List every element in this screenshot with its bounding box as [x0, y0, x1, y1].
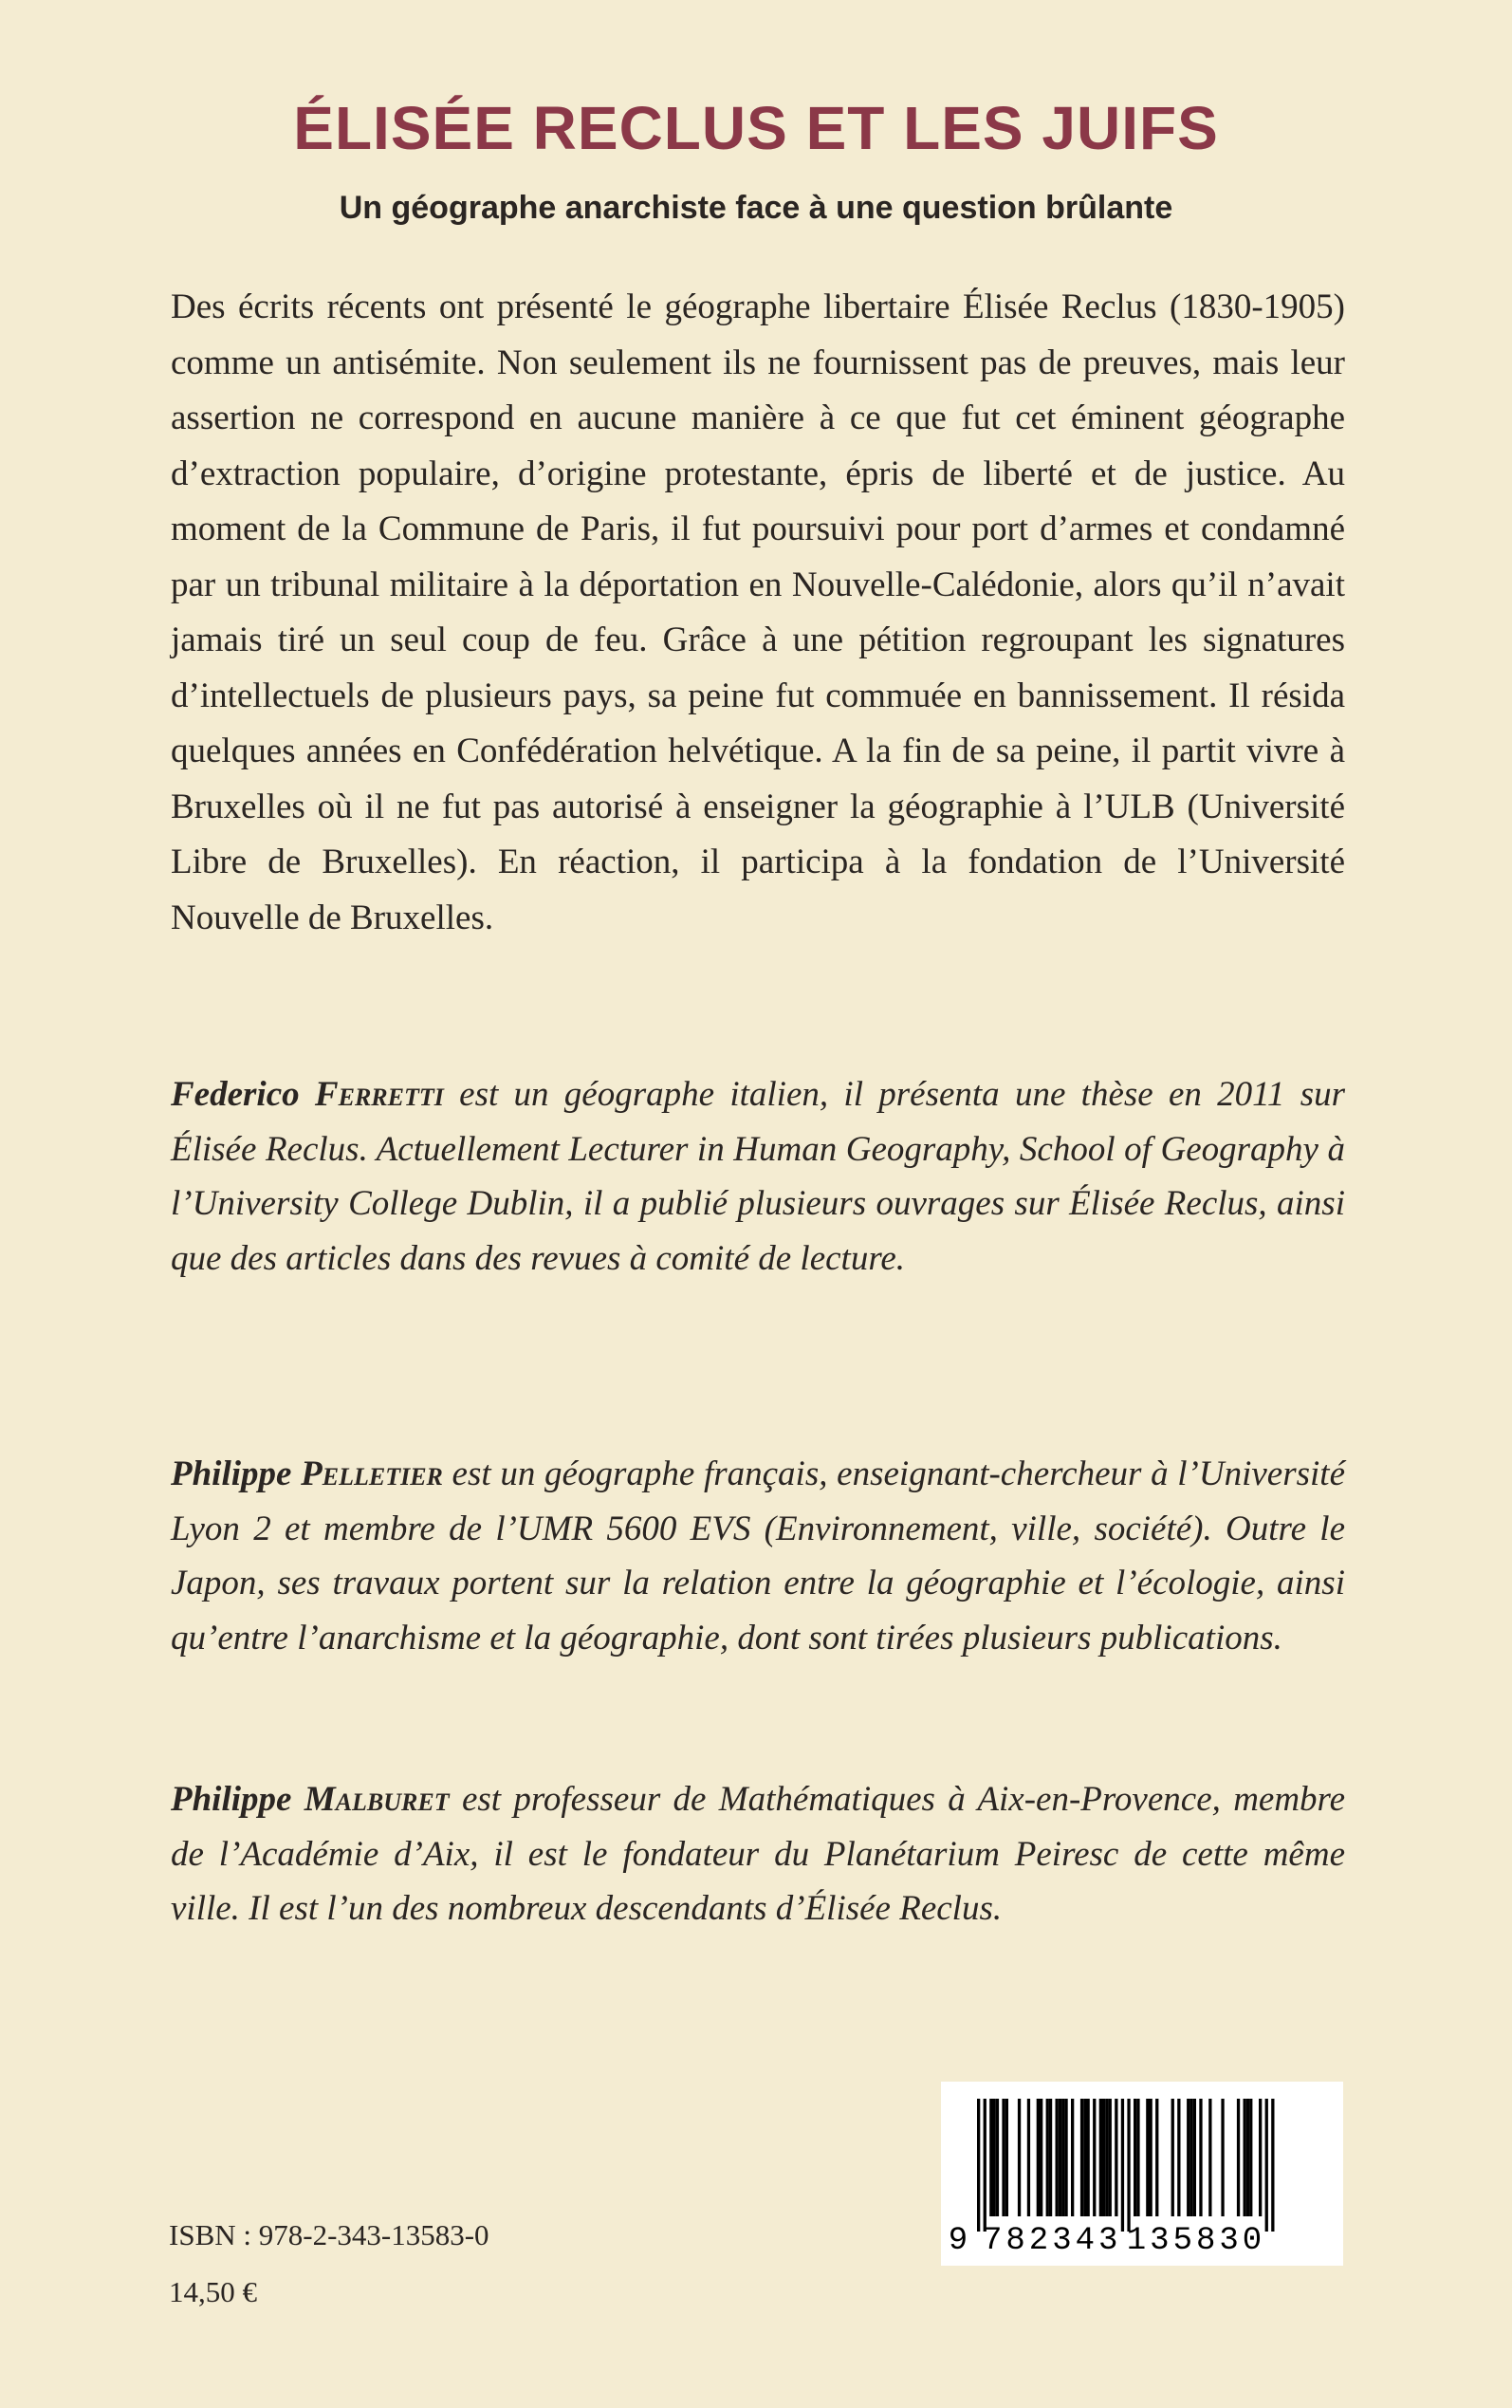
barcode-bar [1171, 2099, 1174, 2216]
barcode-bar [993, 2099, 996, 2216]
barcode-bar [1177, 2099, 1180, 2216]
barcode-bar [1087, 2099, 1090, 2216]
barcode-digits: 782343 [982, 2223, 1122, 2259]
barcode-bar [1040, 2099, 1042, 2216]
barcode-bar [1193, 2099, 1196, 2216]
barcode-bar [1080, 2099, 1083, 2216]
barcode-bar [989, 2099, 992, 2216]
barcode-bar [1002, 2099, 1005, 2216]
author-last-name: Pelletier [301, 1454, 443, 1493]
barcode-bar [1105, 2099, 1108, 2216]
barcode-bar [1136, 2099, 1139, 2216]
isbn-label: ISBN : 978-2-343-13583-0 [169, 2218, 489, 2251]
barcode-bar [1037, 2099, 1040, 2216]
barcode-bar [1244, 2099, 1246, 2216]
barcode-bar [1146, 2099, 1149, 2216]
barcode-bar [1259, 2099, 1262, 2216]
barcode [941, 2082, 1343, 2266]
book-title: ÉLISÉE RECLUS ET LES JUIFS [293, 94, 1219, 162]
barcode-bar [1005, 2099, 1008, 2216]
barcode-bar [1061, 2099, 1064, 2216]
author-last-name: Ferretti [314, 1075, 444, 1114]
barcode-bar [1109, 2099, 1112, 2216]
barcode-bar [1064, 2099, 1067, 2216]
author-bio-pelletier [171, 1447, 1345, 1665]
barcode-bar [984, 2099, 986, 2232]
barcode-bar [1071, 2099, 1074, 2216]
book-subtitle: Un géographe anarchiste face à une question brûlante [339, 190, 1173, 226]
barcode-digits: 135830 [1126, 2223, 1266, 2259]
summary-paragraph: Des écrits récents ont présenté le géographe libertaire Élisée Reclus (1830-1905) comme un antisémite. Non seulement ils ne fournissent pas de preuves, mais leur assertion ne correspond en aucune manière à ce que fut cet éminent géographe d’extraction populaire, d’origine protestante, épris de liberté et de justice. Au moment de la Commune de Paris, il fut poursuivi pour port d’armes et condamné par un tribunal militaire à la déportation en Nouvelle-Calédonie, alors qu’il n’avait jamais tiré un seul coup de feu. Grâce à une pétition regroupant les signatures d’intellectuels de plusieurs pays, sa peine fut commuée en bannissement. Il résida quelques années en Confédération helvétique. A la fin de sa peine, il partit vivre à Bruxelles où il ne fut pas autorisé à enseigner la géographie à l’ULB (Université Libre de Bruxelles). En réaction, il participa à la fondation de l’Université Nouvelle de Bruxelles. [171, 287, 1345, 937]
author-first-name: Philippe [171, 1780, 292, 1819]
barcode-bar [1115, 2099, 1117, 2216]
barcode-bar [1099, 2099, 1102, 2216]
barcode-bar [1271, 2099, 1274, 2232]
barcode-bar [1246, 2099, 1249, 2216]
barcode-bar [1018, 2099, 1021, 2216]
barcode-bar [1102, 2099, 1105, 2216]
barcode-bar [1027, 2099, 1030, 2216]
barcode-bar [1221, 2099, 1224, 2216]
barcode-bar [1134, 2099, 1136, 2216]
author-bio-text: est un géographe italien, il présenta une thèse en 2011 sur Élisée Reclus. Actuellement Lecturer in Human Geography, School of Geography à l’University College Dublin, il a publié plusieurs ouvrages sur Élisée Reclus, ainsi que des articles dans des revues à comité de lecture. [171, 1075, 1346, 1278]
author-bio-malburet [171, 1772, 1345, 1936]
author-last-name: Malburet [304, 1780, 450, 1819]
barcode-bar [1187, 2099, 1189, 2216]
price-label: 14,50 € [169, 2275, 257, 2308]
author-bio-ferretti [171, 1067, 1345, 1286]
barcode-bar [1093, 2099, 1096, 2216]
barcode-icon [941, 2082, 1343, 2266]
barcode-digits: 9 [948, 2223, 972, 2259]
author-first-name: Philippe [171, 1454, 292, 1493]
barcode-bar [996, 2099, 999, 2216]
barcode-bar [1083, 2099, 1086, 2216]
barcode-bar [1056, 2099, 1059, 2216]
barcode-bar [1155, 2099, 1158, 2216]
barcode-bar [977, 2099, 980, 2232]
barcode-bar [1237, 2099, 1240, 2216]
barcode-bar [1249, 2099, 1252, 2216]
barcode-bar [1046, 2099, 1049, 2216]
barcode-bar [1189, 2099, 1192, 2216]
barcode-bar [1127, 2099, 1130, 2232]
barcode-bar [1208, 2099, 1211, 2216]
barcode-bar [1265, 2099, 1268, 2232]
author-bio-text: est un géographe français, enseignant-chercheur à l’Université Lyon 2 et membre de l’UMR 5600 EVS (Environnement, ville, société). Outre le Japon, ses travaux portent sur la relation entre la géographie et l’écologie, ainsi qu’entre l’anarchisme et la géographie, dont sont tirées plusieurs publications. [171, 1454, 1345, 1658]
barcode-bar [1150, 2099, 1152, 2216]
barcode-bar [1049, 2099, 1052, 2216]
author-bio-text: est professeur de Mathématiques à Aix-en-Provence, membre de l’Académie d’Aix, il est le fondateur du Planétarium Peiresc de cette même ville. Il est l’un des nombreux descendants d’Élisée Reclus. [171, 1780, 1346, 1928]
barcode-bar [1199, 2099, 1202, 2216]
author-first-name: Federico [171, 1075, 300, 1114]
barcode-bar [1059, 2099, 1061, 2216]
barcode-bar [1121, 2099, 1124, 2232]
